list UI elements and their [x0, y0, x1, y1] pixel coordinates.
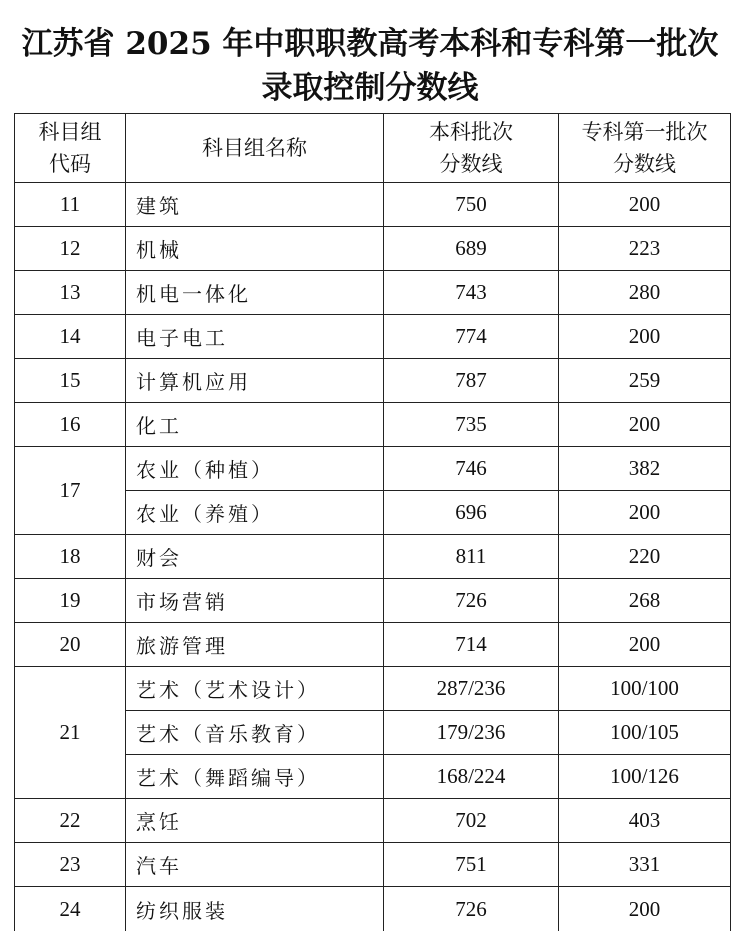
cell-junior: 259	[559, 359, 731, 403]
cell-bachelor: 787	[384, 359, 559, 403]
cell-code: 24	[15, 887, 126, 932]
cell-junior: 100/100	[559, 667, 731, 711]
title-line-2: 录取控制分数线	[261, 70, 479, 106]
cell-bachelor: 750	[384, 183, 559, 227]
cell-junior: 200	[559, 887, 731, 932]
cell-junior: 100/126	[559, 755, 731, 799]
cell-name: 农业（养殖）	[126, 491, 384, 535]
cell-bachelor: 689	[384, 227, 559, 271]
cell-bachelor: 287/236	[384, 667, 559, 711]
cell-name: 农业（种植）	[126, 447, 384, 491]
cell-code: 23	[15, 843, 126, 887]
cell-bachelor: 735	[384, 403, 559, 447]
cell-code: 22	[15, 799, 126, 843]
cell-code: 20	[15, 623, 126, 667]
cell-name: 艺术（舞蹈编导）	[126, 755, 384, 799]
cell-name: 机械	[126, 227, 384, 271]
table-row	[15, 623, 731, 667]
cell-code: 18	[15, 535, 126, 579]
cell-junior: 382	[559, 447, 731, 491]
cell-bachelor: 179/236	[384, 711, 559, 755]
cell-junior: 200	[559, 315, 731, 359]
cell-junior: 403	[559, 799, 731, 843]
table-row	[15, 447, 731, 491]
cell-code: 11	[15, 183, 126, 227]
cell-name: 财会	[126, 535, 384, 579]
header-name: 科目组名称	[126, 114, 384, 183]
cell-name: 机电一体化	[126, 271, 384, 315]
cell-bachelor: 743	[384, 271, 559, 315]
table-row	[15, 667, 731, 711]
cell-junior: 200	[559, 183, 731, 227]
cell-bachelor: 811	[384, 535, 559, 579]
cell-bachelor: 726	[384, 579, 559, 623]
table-row	[15, 843, 731, 887]
cell-junior: 200	[559, 403, 731, 447]
cell-bachelor: 774	[384, 315, 559, 359]
cell-code: 13	[15, 271, 126, 315]
cell-junior: 331	[559, 843, 731, 887]
table-row	[15, 227, 731, 271]
cell-code: 14	[15, 315, 126, 359]
table-row	[15, 887, 731, 932]
cell-name: 市场营销	[126, 579, 384, 623]
cell-bachelor: 696	[384, 491, 559, 535]
cell-junior: 200	[559, 491, 731, 535]
table-header-row	[15, 114, 731, 183]
cell-bachelor: 726	[384, 887, 559, 932]
cell-bachelor: 714	[384, 623, 559, 667]
table-row	[15, 535, 731, 579]
cell-name: 旅游管理	[126, 623, 384, 667]
cell-name: 艺术（音乐教育）	[126, 711, 384, 755]
table-row	[15, 403, 731, 447]
cell-junior: 280	[559, 271, 731, 315]
cell-code: 12	[15, 227, 126, 271]
document-title	[0, 22, 740, 110]
table-row	[15, 271, 731, 315]
score-table	[14, 113, 731, 931]
cell-code: 17	[15, 447, 126, 535]
cell-code: 15	[15, 359, 126, 403]
cell-name: 烹饪	[126, 799, 384, 843]
cell-bachelor: 746	[384, 447, 559, 491]
cell-junior: 220	[559, 535, 731, 579]
header-code: 科目组 代码	[15, 114, 126, 183]
cell-name: 艺术（艺术设计）	[126, 667, 384, 711]
cell-bachelor: 702	[384, 799, 559, 843]
cell-name: 计算机应用	[126, 359, 384, 403]
cell-name: 汽车	[126, 843, 384, 887]
cell-junior: 100/105	[559, 711, 731, 755]
cell-code: 19	[15, 579, 126, 623]
cell-code: 21	[15, 667, 126, 799]
cell-junior: 223	[559, 227, 731, 271]
cell-junior: 200	[559, 623, 731, 667]
table-row	[15, 315, 731, 359]
cell-junior: 268	[559, 579, 731, 623]
cell-name: 建筑	[126, 183, 384, 227]
cell-bachelor: 168/224	[384, 755, 559, 799]
cell-name: 纺织服装	[126, 887, 384, 932]
title-line-1: 江苏省 2025 年中职职教高考本科和专科第一批次	[21, 26, 719, 62]
table-row	[15, 183, 731, 227]
header-junior: 专科第一批次 分数线	[559, 114, 731, 183]
cell-name: 电子电工	[126, 315, 384, 359]
cell-name: 化工	[126, 403, 384, 447]
table-row	[15, 359, 731, 403]
cell-bachelor: 751	[384, 843, 559, 887]
table-row	[15, 579, 731, 623]
table-row	[15, 799, 731, 843]
cell-code: 16	[15, 403, 126, 447]
header-bachelor: 本科批次 分数线	[384, 114, 559, 183]
